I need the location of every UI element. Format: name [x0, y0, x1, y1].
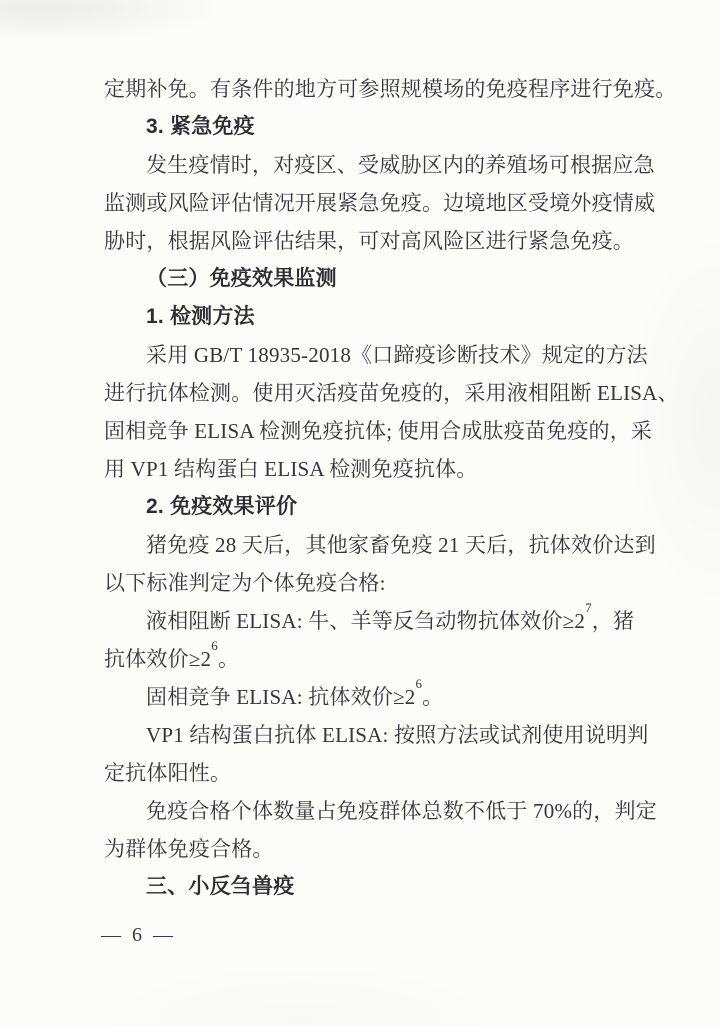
heading-section-three-ppr: 三、小反刍兽疫 — [146, 875, 295, 898]
heading-2-immune-effect-evaluation: 2. 免疫效果评价 — [146, 495, 298, 518]
body-line: 猪免疫 28 天后，其他家畜免疫 21 天后，抗体效价达到 — [146, 533, 656, 557]
body-line: 为群体免疫合格。 — [104, 837, 274, 861]
body-line: 发生疫情时，对疫区、受威胁区内的养殖场可根据应急 — [146, 153, 655, 177]
body-line: 固相竞争 ELISA 检测免疫抗体; 使用合成肽疫苗免疫的，采 — [104, 419, 653, 443]
body-line: VP1 结构蛋白抗体 ELISA: 按照方法或试剂使用说明判 — [146, 723, 649, 747]
body-line-lpb-elisa-titer — [104, 602, 649, 640]
body-line: 胁时，根据风险评估结果，可对高风险区进行紧急免疫。 — [104, 229, 634, 253]
line-segment: 。 — [217, 647, 240, 671]
page-number-footer: — 6 — — [101, 924, 176, 946]
body-line: 用 VP1 结构蛋白 ELISA 检测免疫抗体。 — [104, 457, 478, 481]
line-segment: 。 — [422, 685, 444, 709]
superscript-exponent: 6 — [415, 676, 423, 691]
line-segment: 抗体效价≥2 — [104, 647, 212, 671]
body-line: 采用 GB/T 18935-2018《口蹄疫诊断技术》规定的方法 — [146, 343, 648, 367]
body-line: 监测或风险评估情况开展紧急免疫。边境地区受境外疫情威 — [104, 191, 656, 215]
body-line: 进行抗体检测。使用灭活疫苗免疫的，采用液相阻断 ELISA、 — [104, 381, 679, 405]
document-body — [104, 70, 679, 906]
superscript-exponent: 6 — [211, 638, 218, 653]
body-line: 以下标准判定为个体免疫合格: — [104, 571, 386, 595]
body-line-pig-titer — [104, 640, 649, 678]
line-segment: ，猪 — [591, 609, 635, 633]
line-segment: 固相竞争 ELISA: 抗体效价≥2 — [146, 685, 416, 709]
heading-3-emergency-immunization: 3. 紧急免疫 — [146, 115, 255, 138]
body-line-spc-elisa-titer — [104, 678, 649, 716]
heading-1-detection-method: 1. 检测方法 — [146, 305, 255, 328]
body-line: 定期补免。有条件的地方可参照规模场的免疫程序进行免疫。 — [104, 77, 677, 101]
superscript-exponent: 7 — [585, 600, 592, 615]
body-line: 定抗体阳性。 — [104, 761, 232, 785]
line-segment: 液相阻断 ELISA: 牛、羊等反刍动物抗体效价≥2 — [146, 609, 586, 633]
body-line: 免疫合格个体数量占免疫群体总数不低于 70%的，判定 — [146, 799, 657, 823]
heading-section-3-immune-effect-monitoring: （三）免疫效果监测 — [146, 267, 337, 290]
